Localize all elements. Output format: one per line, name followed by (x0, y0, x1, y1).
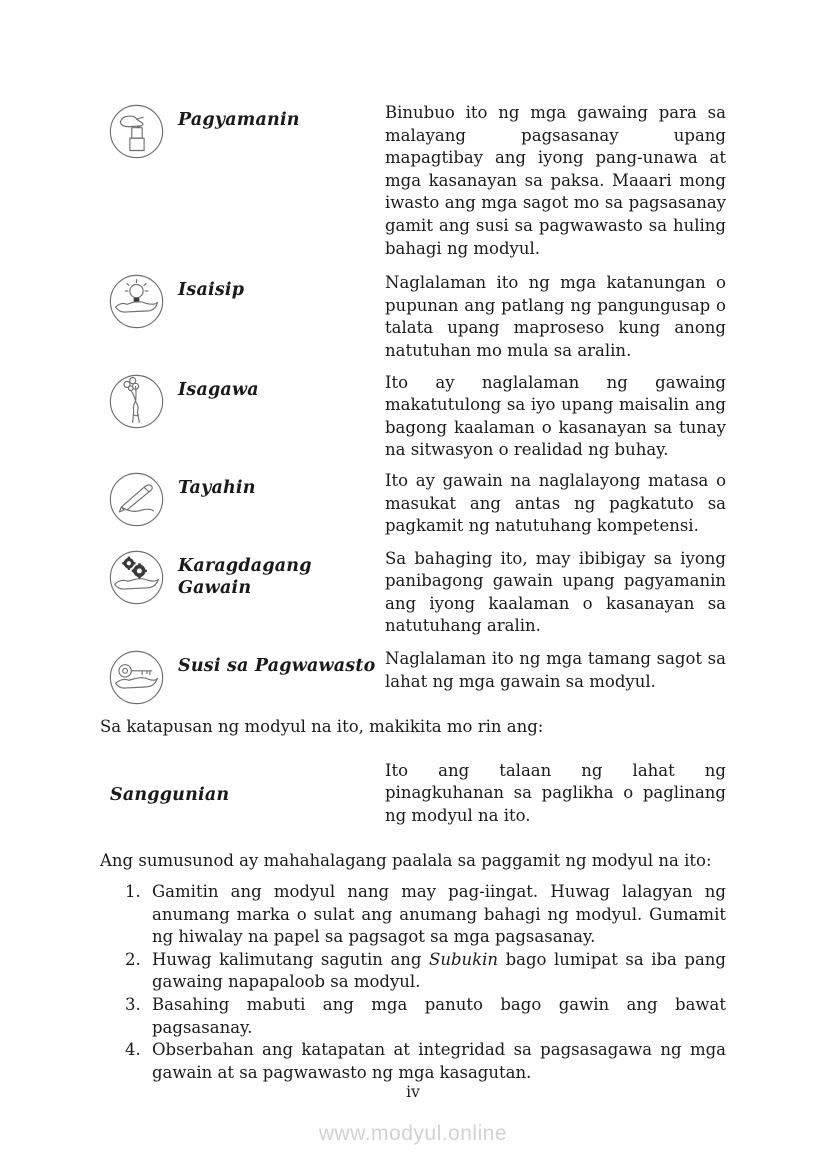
list-item-text-after: bago lumipat sa iba pang gawaing napapaloob sa modyul. (152, 949, 726, 992)
isagawa-icon (100, 372, 178, 430)
list-item-number: 2. (125, 949, 141, 969)
list-item-italic-word: Subukin (429, 949, 499, 969)
section-tayahin (100, 470, 726, 538)
list-item-text (152, 949, 726, 994)
section-label-tayahin: Tayahin (178, 477, 256, 498)
list-item (100, 949, 726, 994)
list-item-text: Basahing mabuti ang mga panuto bago gawin ang bawat pagsasanay. (152, 995, 726, 1037)
list-item-text: Obserbahan ang katapatan at integridad sa pagsasagawa ng mga gawain at sa pagwawasto ng mga kasagutan. (152, 1040, 726, 1082)
page-content (100, 102, 726, 1084)
section-label-isagawa: Isagawa (178, 379, 259, 400)
paalala-paragraph: Ang sumusunod ay mahahalagang paalala sa paggamit ng modyul na ito: (100, 851, 712, 871)
section-text-isaisip: Naglalaman ito ng mga katanungan o pupunan ang patlang ng pangungusap o talata upang maproseso kung anong natutuhan mo mula sa aralin. (385, 273, 726, 360)
reminder-list (100, 881, 726, 1084)
section-text-tayahin: Ito ay gawain na naglalayong matasa o masukat ang antas ng pagkatuto sa pagkamit ng natutuhang kompetensi. (385, 470, 726, 536)
karagdagang-gawain-icon (100, 548, 178, 606)
list-item (100, 881, 726, 949)
list-item (100, 1039, 726, 1084)
susi-sa-pagwawasto-icon (100, 648, 178, 706)
section-text-karagdagang-gawain: Sa bahaging ito, may ibibigay sa iyong panibagong gawain upang pagyamanin ang iyong kaalaman o kasanayan sa natutuhang aralin. (385, 548, 726, 636)
section-isaisip (100, 272, 726, 362)
section-label-karagdagang-gawain: Karagdagang Gawain (178, 555, 312, 598)
list-item (100, 994, 726, 1039)
section-text-sanggunian: Ito ang talaan ng lahat ng pinagkuhanan sa paglikha o paglinang ng modyul na ito. (385, 760, 726, 825)
section-label-pagyamanin: Pagyamanin (178, 110, 300, 130)
list-item-number: 1. (125, 882, 141, 902)
watermark: www.modyul.online (318, 1122, 508, 1145)
section-pagyamanin (100, 102, 726, 260)
section-isagawa (100, 372, 726, 462)
section-label-susi-sa-pagwawasto: Susi sa Pagwawasto (178, 656, 376, 677)
section-karagdagang-gawain (100, 548, 726, 638)
list-item-text-before: Huwag kalimutang sagutin ang (152, 949, 430, 969)
section-label-isaisip: Isaisip (178, 280, 245, 301)
list-item-number: 3. (125, 995, 141, 1014)
section-label-sanggunian: Sanggunian (110, 784, 230, 805)
list-item-text: Gamitin ang modyul nang may pag-iingat. Huwag lalagyan ng anumang marka o sulat ang anumang bahagi ng modyul. Gumamit ng hiwalay na papel sa pagsagot sa mga pagsasanay. (152, 882, 726, 947)
list-item-number: 4. (125, 1040, 141, 1060)
page-number: iv (406, 1083, 420, 1101)
katapusan-paragraph: Sa katapusan ng modyul na ito, makikita mo rin ang: (100, 717, 544, 737)
isaisip-icon (100, 272, 178, 330)
section-susi-sa-pagwawasto (100, 648, 726, 706)
section-sanggunian (100, 760, 726, 828)
section-text-pagyamanin: Binubuo ito ng mga gawaing para sa malayang pagsasanay upang mapagtibay ang iyong pang-unawa at mga kasanayan sa paksa. Maaari mong iwasto ang mga sagot mo sa pagsasanay gamit ang susi sa pagwawasto sa huling bahagi ng modyul. (385, 103, 726, 258)
section-text-susi-sa-pagwawasto: Naglalaman ito ng mga tamang sagot sa lahat ng mga gawain sa modyul. (385, 649, 726, 691)
section-text-isagawa: Ito ay naglalaman ng gawaing makatutulong sa iyo upang maisalin ang bagong kaalaman o kasanayan sa tunay na sitwasyon o realidad ng buhay. (385, 372, 726, 460)
tayahin-icon (100, 470, 178, 528)
pagyamanin-icon (100, 102, 178, 160)
